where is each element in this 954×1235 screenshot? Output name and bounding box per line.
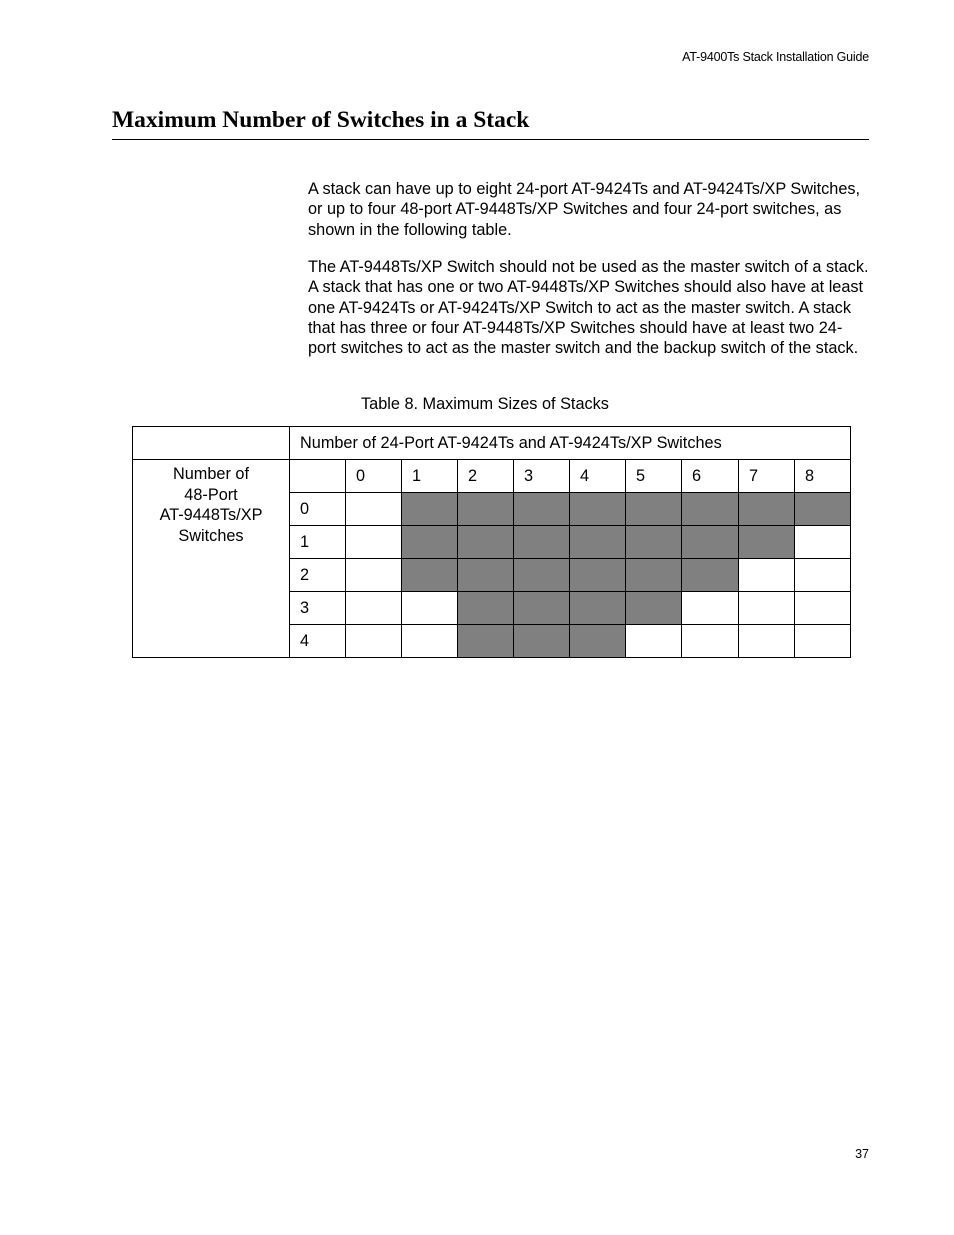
row-header-cell: 4 [290,625,346,658]
column-header-cell: 5 [626,460,682,493]
allowed-cell [514,526,570,559]
allowed-cell [570,592,626,625]
allowed-cell [570,625,626,658]
column-header-cell: 7 [739,460,795,493]
column-number-row [133,460,851,493]
allowed-cell [458,559,514,592]
column-header-cell: 4 [570,460,626,493]
empty-cell [346,625,402,658]
allowed-cell [514,592,570,625]
allowed-cell [570,559,626,592]
row-group-label [133,460,290,658]
intro-paragraph: A stack can have up to eight 24-port AT-9424Ts and AT-9424Ts/XP Switches, or up to four 48-port AT-9448Ts/XP Switches and four 24-port switches, as shown in the following table. [308,180,861,239]
empty-cell [346,592,402,625]
allowed-cell [570,526,626,559]
allowed-cell [458,493,514,526]
row-group-label-line: AT-9448Ts/XP [159,506,263,524]
column-header-cell: 0 [346,460,402,493]
allowed-cell [626,592,682,625]
row-group-label-line: 48-Port [184,485,238,504]
allowed-cell [739,526,795,559]
empty-cell [795,526,851,559]
page-number: 37 [855,1147,869,1161]
allowed-cell [402,493,458,526]
empty-cell [795,625,851,658]
empty-cell [795,559,851,592]
row-header-cell: 0 [290,493,346,526]
column-header-cell: 6 [682,460,739,493]
allowed-cell [570,493,626,526]
allowed-cell [458,526,514,559]
empty-header-cell [290,460,346,493]
empty-cell [739,559,795,592]
empty-cell [739,625,795,658]
allowed-cell [514,625,570,658]
empty-corner-cell [133,427,290,460]
row-group-label-line: Number of [172,465,249,483]
allowed-cell [682,493,739,526]
master-switch-paragraph: The AT-9448Ts/XP Switch should not be used as the master switch of a stack. A stack that has one or two AT-9448Ts/XP Switches should also have at least one AT-9424Ts or AT-9424Ts/XP Switch to act as the master switch. A stack that has three or four AT-9448Ts/XP Switches should have at least two 24-port switches to act as the master switch and the backup switch of the stack. [308,258,869,358]
empty-cell [795,592,851,625]
row-group-label-line: Switches [178,526,244,545]
allowed-cell [514,559,570,592]
empty-cell [402,625,458,658]
column-header-cell: 2 [458,460,514,493]
allowed-cell [626,493,682,526]
column-header-cell: 8 [795,460,851,493]
allowed-cell [682,526,739,559]
empty-cell [739,592,795,625]
column-header-cell: 3 [514,460,570,493]
allowed-cell [795,493,851,526]
column-group-header: Number of 24-Port AT-9424Ts and AT-9424Ts/XP Switches [290,427,851,460]
allowed-cell [739,493,795,526]
section-title: Maximum Number of Switches in a Stack [112,107,869,140]
allowed-cell [626,559,682,592]
allowed-cell [402,526,458,559]
stack-size-table [132,426,851,658]
allowed-cell [626,526,682,559]
running-header: AT-9400Ts Stack Installation Guide [682,50,869,64]
row-header-cell: 1 [290,526,346,559]
table-caption: Table 8. Maximum Sizes of Stacks [361,395,609,413]
empty-cell [346,493,402,526]
empty-cell [346,526,402,559]
row-header-cell: 3 [290,592,346,625]
allowed-cell [682,559,739,592]
empty-cell [402,592,458,625]
empty-cell [626,625,682,658]
table-header-row [133,427,851,460]
row-header-cell: 2 [290,559,346,592]
empty-cell [682,592,739,625]
allowed-cell [514,493,570,526]
allowed-cell [458,625,514,658]
empty-cell [346,559,402,592]
column-header-cell: 1 [402,460,458,493]
empty-cell [682,625,739,658]
allowed-cell [402,559,458,592]
allowed-cell [458,592,514,625]
